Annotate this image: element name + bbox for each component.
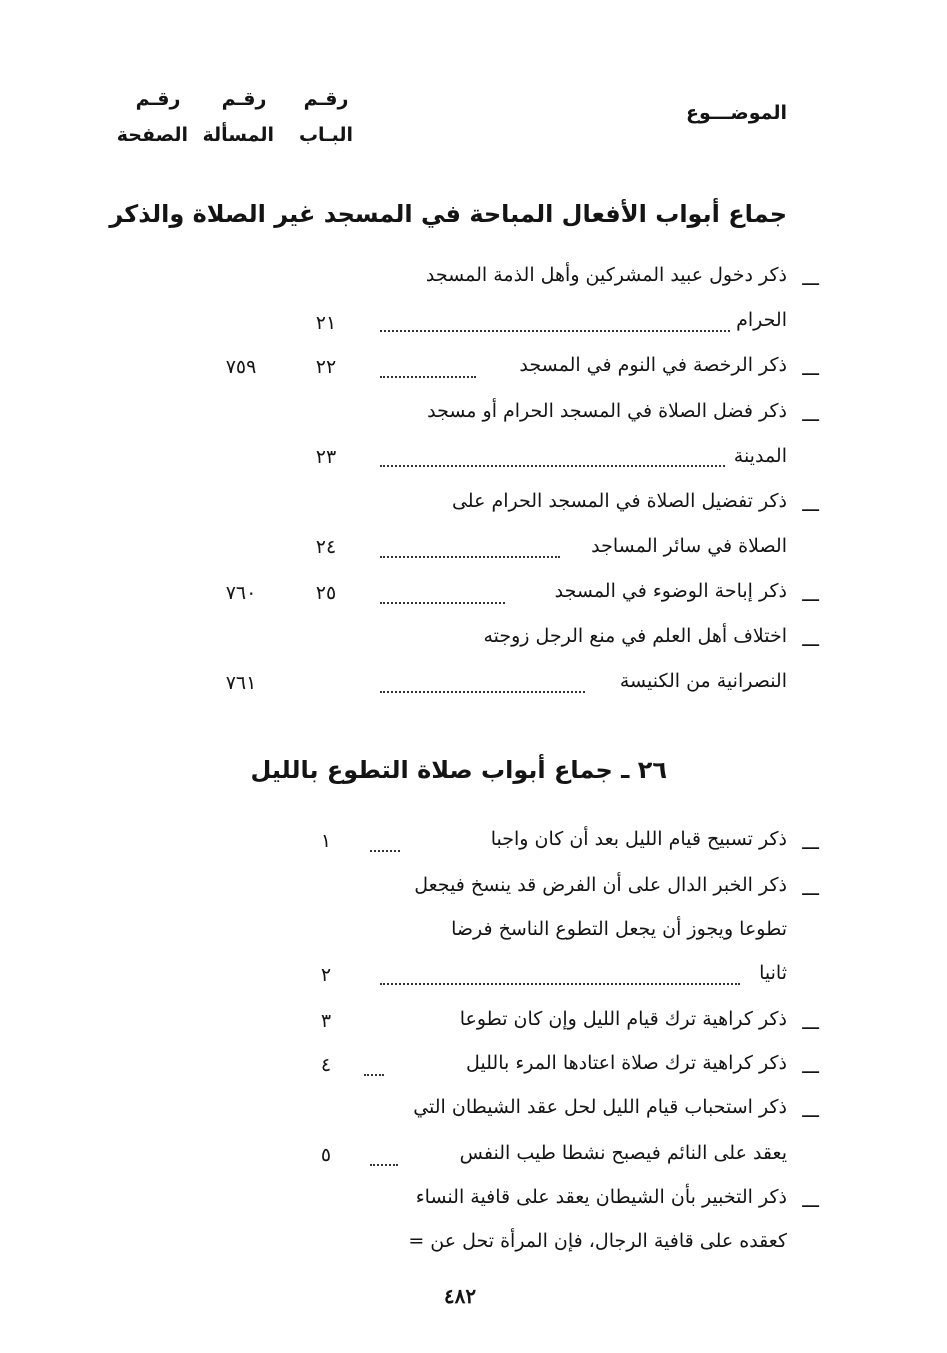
section-1-title: جماع أبواب الأفعال المباحة في المسجد غير الصلاة والذكر [109, 200, 787, 228]
leader-dots [370, 1164, 398, 1166]
header-masala-bottom: المسألة [202, 124, 274, 146]
entry-dash: ـــ [802, 404, 819, 426]
leader-dots [380, 330, 730, 332]
entry-dash: ـــ [802, 268, 819, 290]
header-topic: الموضـــوع [685, 102, 787, 124]
entry-line: المدينة [733, 445, 787, 467]
entry-line: اختلاف أهل العلم في منع الرجل زوجته [483, 625, 787, 647]
leader-dots [370, 850, 400, 852]
entry-line: ذكر استحباب قيام الليل لحل عقد الشيطان التي [413, 1096, 787, 1118]
leader-dots [380, 691, 585, 693]
entry-line: ذكر التخبير بأن الشيطان يعقد على قافية النساء [415, 1186, 787, 1208]
header-bab-bottom: البـاب [298, 124, 354, 146]
bab-number: ٢٥ [315, 582, 337, 604]
entry-dash: ـــ [802, 878, 819, 900]
entry-dash: ـــ [802, 584, 819, 606]
leader-dots [380, 376, 476, 378]
entry-line: ذكر تفضيل الصلاة في المسجد الحرام على [451, 490, 787, 512]
entry-line: الصلاة في سائر المساجد [591, 535, 787, 557]
entry-dash: ـــ [802, 494, 819, 516]
bab-number: ٢٢ [315, 356, 337, 378]
entry-line: ذكر الرخصة في النوم في المسجد [519, 354, 787, 376]
entry-line: تطوعا ويجوز أن يجعل التطوع الناسخ فرضا [451, 918, 787, 940]
entry-line: ذكر فضل الصلاة في المسجد الحرام أو مسجد [427, 400, 787, 422]
entry-dash: ـــ [802, 1056, 819, 1078]
entry-line: ذكر الخبر الدال على أن الفرض قد ينسخ فيجعل [414, 874, 787, 896]
entry-dash: ـــ [802, 1012, 819, 1034]
header-safha-top: رقـم [135, 88, 181, 110]
masala-number: ٣ [320, 1010, 332, 1032]
leader-dots [380, 465, 725, 467]
header-masala-top: رقـم [221, 88, 267, 110]
header-bab-top: رقـم [303, 88, 349, 110]
entry-line: ذكر دخول عبيد المشركين وأهل الذمة المسجد [425, 264, 787, 286]
entry-dash: ـــ [802, 1190, 819, 1212]
entry-line: ذكر كراهية ترك صلاة اعتادها المرء بالليل [466, 1052, 787, 1074]
page-number: ٧٦١ [225, 672, 257, 694]
entry-line: ذكر إباحة الوضوء في المسجد [554, 580, 787, 602]
leader-dots [380, 983, 740, 985]
bab-number: ٢١ [315, 312, 337, 334]
masala-number: ١ [320, 830, 332, 852]
entry-dash: ـــ [802, 629, 819, 651]
entry-dash: ـــ [802, 358, 819, 380]
page-folio: ٤٨٢ [443, 1284, 477, 1308]
entry-dash: ـــ [802, 832, 819, 854]
section-2-title: ٢٦ ـ جماع أبواب صلاة التطوع بالليل [250, 756, 667, 784]
leader-dots [380, 602, 505, 604]
masala-number: ٤ [320, 1054, 332, 1076]
bab-number: ٢٤ [315, 536, 337, 558]
entry-line: ثانيا [759, 962, 787, 984]
masala-number: ٢ [320, 964, 332, 986]
page-number: ٧٦٠ [225, 582, 257, 604]
entry-line: كعقده على قافية الرجال، فإن المرأة تحل عن = [408, 1230, 787, 1252]
entry-dash: ـــ [802, 1100, 819, 1122]
entry-line: ذكر تسبيح قيام الليل بعد أن كان واجبا [490, 828, 787, 850]
bab-number: ٢٣ [315, 446, 337, 468]
entry-line: الحرام [736, 309, 787, 331]
header-safha-bottom: الصفحة [116, 124, 188, 146]
entry-line: يعقد على النائم فيصبح نشطا طيب النفس [459, 1142, 787, 1164]
entry-line: ذكر كراهية ترك قيام الليل وإن كان تطوعا [459, 1008, 787, 1030]
page-number: ٧٥٩ [225, 356, 257, 378]
entry-line: النصرانية من الكنيسة [619, 670, 787, 692]
leader-dots [364, 1074, 384, 1076]
leader-dots [380, 556, 560, 558]
masala-number: ٥ [320, 1144, 332, 1166]
